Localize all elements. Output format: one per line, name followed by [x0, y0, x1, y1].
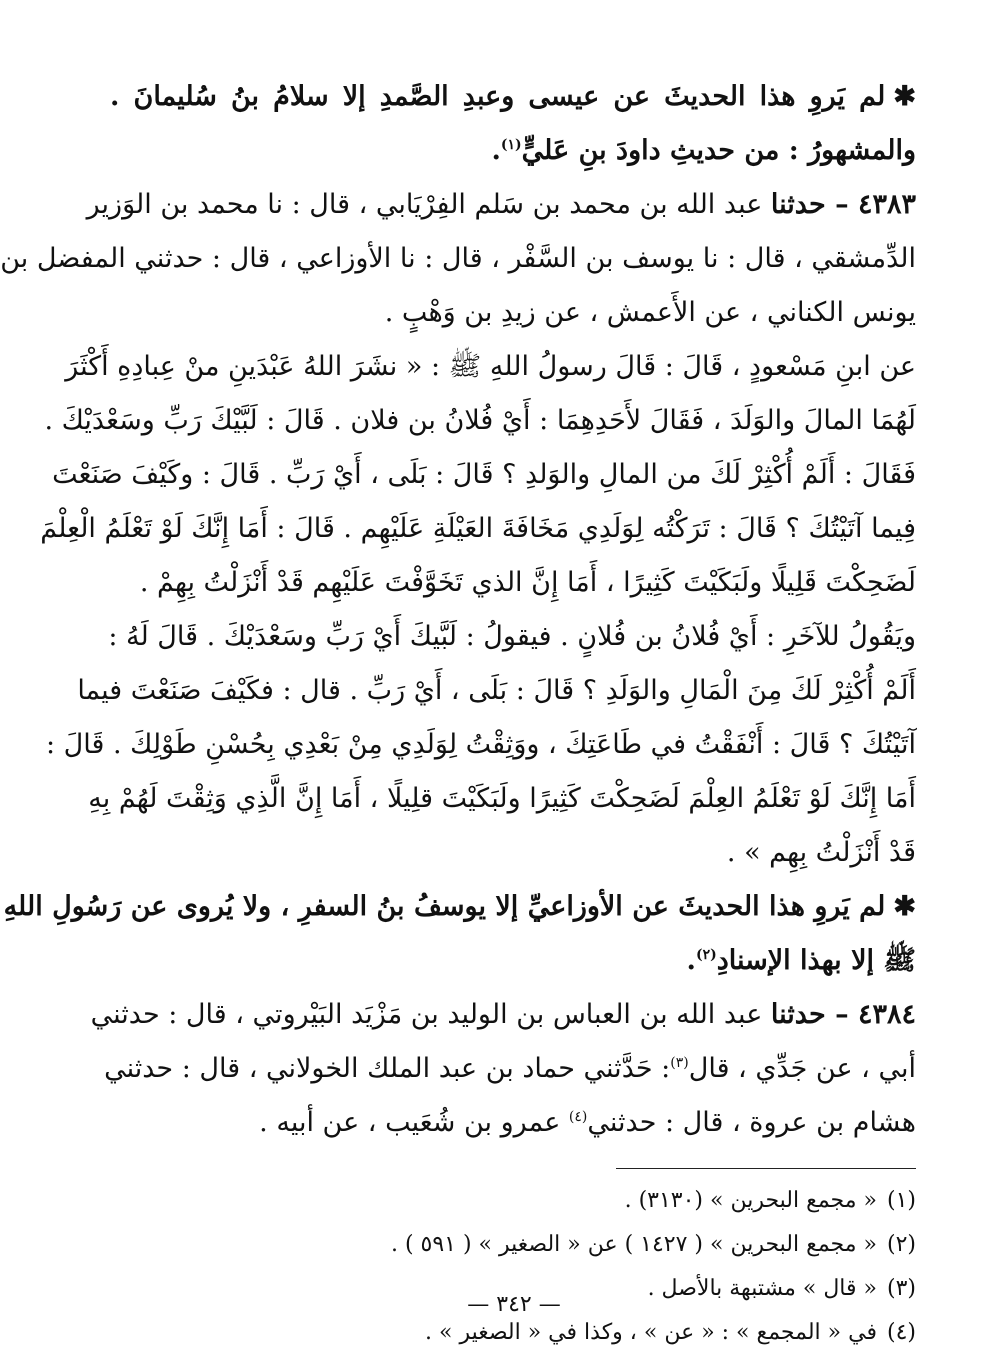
hadith-isnad-line: أبي ، عن جَدِّي ، قال$^{(٣)}$: حَدَّثني حماد بن عبد الملك الخولاني ، قال : حدثني — [104, 1053, 916, 1084]
hadith-isnad-line: هشام بن عروة ، قال : حدثني$^{(٤)}$ عمرو بن شُعَيب ، عن أبيه . — [259, 1107, 916, 1138]
hadith-isnad-line: الدِّمشقي ، قال : نا يوسف بن السَّفْر ، قال : نا الأوزاعي ، قال : حدثني المفضل بن — [0, 243, 916, 274]
hadith-text-line: فِيما آتَيْتُكَ ؟ قَالَ : تَرَكْتُه لِوَلَدِي مَخَافَةَ العَيْلَةِ عَلَيْهِم . قَالَ : أَمَا إِنَّكَ لَوْ تَعْلَمُ الْعِلْمَ — [40, 513, 916, 544]
hadith-text-line: آتَيْتُكَ ؟ قَالَ : أَنْفَقْتُ في طَاعَتِكَ ، ووَثِقْتُ لِوَلَدِي مِنْ بَعْدِي بِحُسْنِ طَوْلِكَ . قَالَ : — [45, 729, 916, 760]
note-line: ✱لم يَروِ هذا الحديثَ عن الأوزاعيِّ إلا يوسفُ بنُ السفرِ ، ولا يُروى عن رَسُولِ اللهِ — [3, 891, 916, 922]
footnote-text: « مجمع البحرين » ( ١٤٢٧ ) عن « الصغير » ( ٥٩١ ) . — [390, 1232, 877, 1257]
footnote-separator-wrap — [110, 1150, 916, 1179]
hadith-text-line: فَقَالَ : أَلَمْ أُكْثِرْ لَكَ من المالِ والوَلدِ ؟ قَالَ : بَلَى ، أَيْ رَبِّ . قَالَ : وكَيْفَ صَنَعْتَ — [52, 459, 916, 490]
asterisk-icon: ✱ — [893, 81, 916, 112]
footnote-number: (٢) — [886, 1232, 916, 1257]
hadith-text-line: أَلَمْ أُكْثِرْ لَكَ مِنَ الْمَالِ والوَلَدِ ؟ قَالَ : بَلَى ، أَيْ رَبِّ . قال : فكَيْفَ صَنَعْتَ فيما — [77, 675, 916, 706]
hadith-text-line: لَهُمَا المالَ والوَلَدَ ، فَقَالَ لأَحَدِهِمَا : أَيْ فُلانُ بن فلان . قَالَ : لَبَّيْكَ رَبِّ وسَعْدَيْكَ . — [44, 405, 916, 436]
footnote-number: (١) — [886, 1188, 916, 1213]
footnote — [110, 1311, 916, 1355]
footnote-text: في « المجمع » : « عن » ، وكذا في « الصغير » . — [425, 1320, 877, 1345]
page-number: — ٣٤٢ — — [467, 1292, 561, 1317]
footnote-text: « قال » مشتبهة بالأصل . — [647, 1276, 877, 1301]
footnote-number: (٤) — [886, 1320, 916, 1345]
hadith-isnad-line: ٤٣٨٣ – حدثنا عبد الله بن محمد بن سَلم الفِرْيَابي ، قال : نا محمد بن الوَزير — [86, 189, 916, 220]
note-line: ﷺ إلا بهذا الإسنادِ$^{(٢)}$. — [686, 945, 916, 976]
footnote-separator — [616, 1168, 916, 1169]
hadith-text-line: لَضَحِكْتَ قَلِيلًا ولَبَكَيْتَ كَثِيرًا ، أَمَا إِنَّ الذي تَخَوَّفْتَ عَلَيْهِم قَدْ أَنْزَلْتُ بِهِمْ . — [139, 567, 916, 598]
hadith-text-line: ويَقُولُ للآخَرِ : أَيْ فُلانُ بن فُلانٍ . فيقولُ : لَبَّيكَ أَيْ رَبِّ وسَعْدَيْكَ . قَالَ لَهُ : — [108, 621, 916, 652]
footnote-ref: (١) — [500, 137, 522, 153]
hadith-number: ٤٣٨٣ – حدثنا — [770, 189, 916, 220]
note-line: ✱لم يَروِ هذا الحديثَ عن عيسى وعبدِ الصَّمدِ إلا سلامُ بنُ سُليمانَ . — [110, 81, 916, 112]
hadith-isnad-line: يونس الكناني ، عن الأَعمش ، عن زيدِ بن وَهْبٍ . — [384, 297, 916, 328]
hadith-text-line: أَمَا إِنَّكَ لَوْ تَعْلَمُ العِلْمَ لَضَحِكْتَ كَثِيرًا ولَبَكَيْتَ قلِيلًا ، أَمَا إِنَّ الَّذِي وَثِقْتَ لَهُمْ بِهِ — [88, 783, 916, 814]
footnote-ref: (٤) — [568, 1109, 588, 1125]
hadith-text-line: عن ابنِ مَسْعودٍ ، قَالَ : قَالَ رسولُ اللهِ ﷺ : « نشَرَ اللهُ عَبْدَينِ منْ عِبادِهِ أَكْثَرَ — [65, 351, 916, 382]
footnote-text: « مجمع البحرين » (٣١٣٠) . — [624, 1188, 877, 1213]
footnote-ref: (٣) — [670, 1055, 689, 1071]
footnote-ref: (٢) — [695, 947, 717, 963]
note-line: والمشهورُ : من حديثِ داودَ بنِ عَليٍّ$^{(١)}$. — [491, 135, 916, 166]
footnote — [110, 1179, 916, 1223]
hadith-isnad-line: ٤٣٨٤ – حدثنا عبد الله بن العباس بن الوليد بن مَزْيَد البَيْروتي ، قال : حدثني — [90, 999, 916, 1030]
page-body — [0, 70, 916, 1355]
footnote-number: (٣) — [886, 1276, 916, 1301]
asterisk-icon: ✱ — [893, 891, 916, 922]
hadith-text-line: قَدْ أَنْزَلْتُ بِهِم » . — [726, 837, 916, 868]
hadith-number: ٤٣٨٤ – حدثنا — [770, 999, 916, 1030]
footnote — [110, 1223, 916, 1267]
